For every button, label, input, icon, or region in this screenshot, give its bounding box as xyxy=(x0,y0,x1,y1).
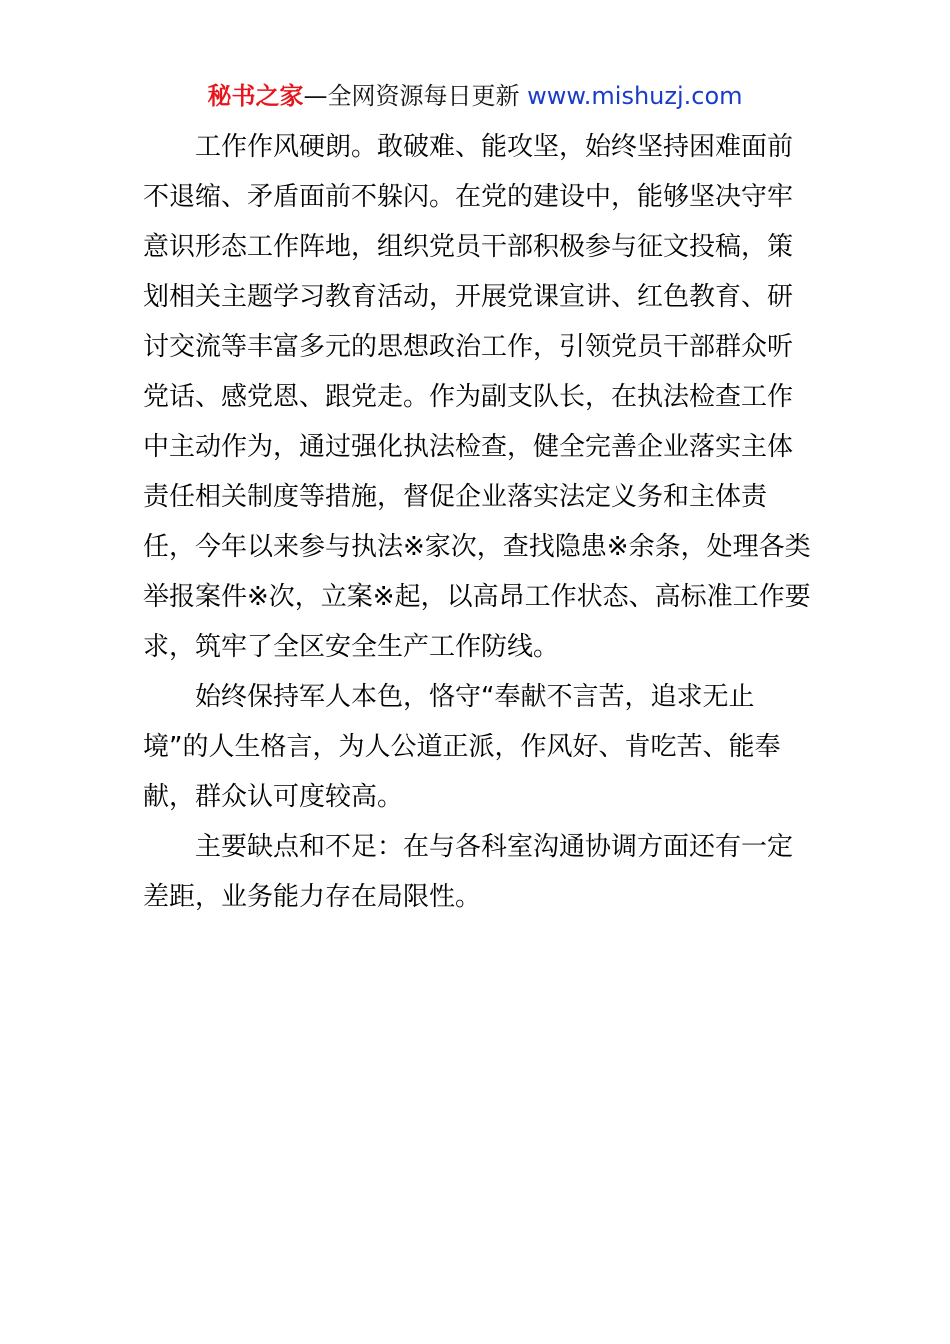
paragraph-soldier-character xyxy=(143,672,805,822)
paragraph-shortcomings xyxy=(143,822,805,922)
text-line: 任，今年以来参与执法※家次，查找隐患※余条，处理各类 xyxy=(143,532,811,562)
website-link[interactable]: www.mishuzj.com xyxy=(527,82,743,110)
text-line: 献，群众认可度较高。 xyxy=(143,782,404,812)
text-line: 党话、感党恩、跟党走。作为副支队长，在执法检查工作 xyxy=(143,382,794,412)
text-line: 主要缺点和不足：在与各科室沟通协调方面还有一定 xyxy=(195,832,794,862)
text-line: 中主动作为，通过强化执法检查，健全完善企业落实主体 xyxy=(143,432,794,462)
text-line: 责任相关制度等措施，督促企业落实法定义务和主体责 xyxy=(143,482,768,512)
paragraph-work-style xyxy=(143,122,811,672)
text-line: 举报案件※次，立案※起，以高昂工作状态、高标准工作要 xyxy=(143,582,811,612)
text-line: 境”的人生格言，为人公道正派，作风好、肯吃苦、能奉 xyxy=(143,732,781,762)
header-slogan: —全网资源每日更新 xyxy=(303,82,528,110)
text-line: 划相关主题学习教育活动，开展党课宣讲、红色教育、研 xyxy=(143,282,794,312)
text-line: 意识形态工作阵地，组织党员干部积极参与征文投稿，策 xyxy=(143,232,794,262)
brand-name: 秘书之家 xyxy=(207,82,304,110)
page-header xyxy=(0,78,950,114)
text-line: 求，筑牢了全区安全生产工作防线。 xyxy=(143,632,560,662)
text-line: 不退缩、矛盾面前不躲闪。在党的建设中，能够坚决守牢 xyxy=(143,182,794,212)
document-body xyxy=(143,122,811,922)
text-line: 始终保持军人本色，恪守“奉献不言苦，追求无止 xyxy=(195,682,755,712)
text-line: 差距，业务能力存在局限性。 xyxy=(143,882,482,912)
text-line: 讨交流等丰富多元的思想政治工作，引领党员干部群众听 xyxy=(143,332,794,362)
text-line: 工作作风硬朗。敢破难、能攻坚，始终坚持困难面前 xyxy=(195,132,794,162)
